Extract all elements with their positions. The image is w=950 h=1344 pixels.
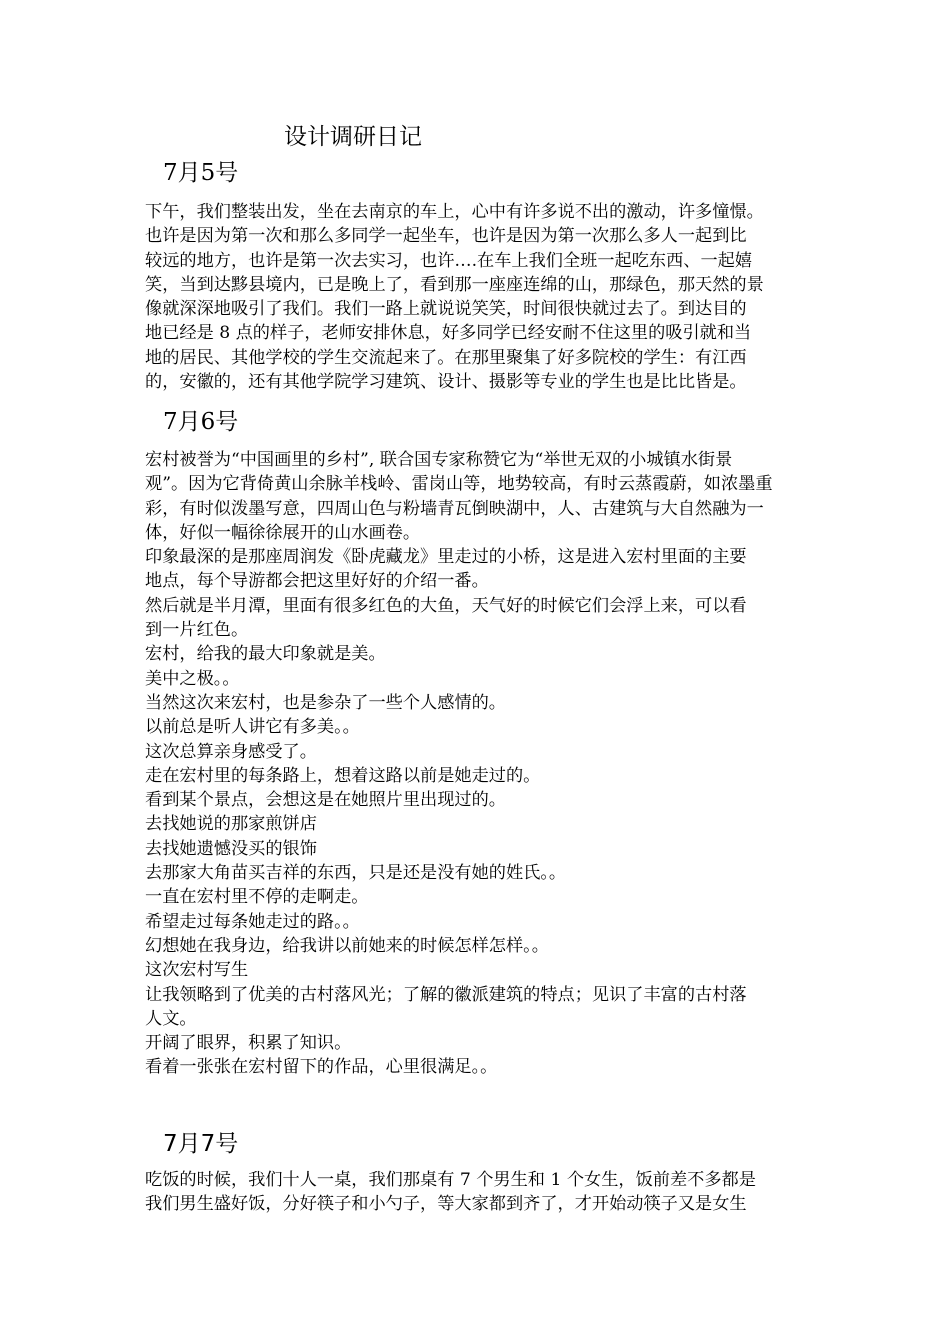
paragraph-line: 开阔了眼界，积累了知识。 <box>145 1033 352 1054</box>
paragraph-line: 的，安徽的，还有其他学院学习建筑、设计、摄影等专业的学生也是比比皆是。 <box>145 372 747 393</box>
paragraph-line: 宏村，给我的最大印象就是美。 <box>145 644 386 665</box>
paragraph-line: 这次宏村写生 <box>145 960 249 981</box>
paragraph-line: 较远的地方，也许是第一次去实习，也许….在车上我们全班一起吃东西、一起嬉 <box>145 250 753 271</box>
paragraph-line: 人文。 <box>145 1008 197 1029</box>
paragraph-line: 走在宏村里的每条路上，想着这路以前是她走过的。 <box>145 765 541 786</box>
paragraph-line: 彩，有时似泼墨写意，四周山色与粉墙青瓦倒映湖中，人、古建筑与大自然融为一 <box>145 498 764 519</box>
paragraph-line: 这次总算亲身感受了。 <box>145 741 317 762</box>
paragraph-line: 下午，我们整装出发，坐在去南京的车上，心中有许多说不出的激动，许多憧憬。 <box>145 202 764 222</box>
section-date-2: 7月7号 <box>163 1131 239 1157</box>
paragraph-line: 去找她说的那家煎饼店 <box>145 814 317 835</box>
paragraph-line: 体，好似一幅徐徐展开的山水画卷。 <box>145 522 421 543</box>
paragraph-line: 当然这次来宏村，也是参杂了一些个人感情的。 <box>145 692 506 713</box>
paragraph-line: 幻想她在我身边，给我讲以前她来的时候怎样怎样。。 <box>145 935 549 956</box>
section-body-0 <box>145 200 817 394</box>
paragraph-line: 地的居民、其他学校的学生交流起来了。在那里聚集了好多院校的学生：有江西 <box>145 347 747 368</box>
paragraph-line: 美中之极。。 <box>145 668 240 689</box>
paragraph-line: 看着一张张在宏村留下的作品，心里很满足。。 <box>145 1057 498 1078</box>
paragraph-line: 一直在宏村里不停的走啊走。 <box>145 887 369 908</box>
paragraph-line: 也许是因为第一次和那么多同学一起坐车，也许是因为第一次那么多人一起到比 <box>145 226 747 247</box>
paragraph-line: 地点，每个导游都会把这里好好的介绍一番。 <box>145 571 489 592</box>
paragraph-line: 看到某个景点，会想这是在她照片里出现过的。 <box>145 790 506 811</box>
section-body-1 <box>145 448 817 1080</box>
paragraph-line: 然后就是半月潭，里面有很多红色的大鱼，天气好的时候它们会浮上来，可以看 <box>145 595 747 616</box>
document-title: 设计调研日记 <box>284 124 422 150</box>
paragraph-line: 像就深深地吸引了我们。我们一路上就说说笑笑，时间很快就过去了。到达目的 <box>145 299 747 320</box>
paragraph-line: 笑，当到达黟县境内，已是晚上了，看到那一座座连绵的山，那绿色，那天然的景 <box>145 274 764 295</box>
section-date-0: 7月5号 <box>163 160 239 186</box>
paragraph-line: 到一片红色。 <box>145 620 249 641</box>
section-date-1: 7月6号 <box>163 409 239 435</box>
paragraph-line: 去那家大角苗买吉祥的东西，只是还是没有她的姓氏。。 <box>145 863 567 884</box>
paragraph-line: 地已经是 8 点的样子，老师安排休息，好多同学已经安耐不住这里的吸引就和当 <box>145 323 752 344</box>
paragraph-line: 以前总是听人讲它有多美。。 <box>145 717 360 738</box>
paragraph-line: 我们男生盛好饭，分好筷子和小勺子，等大家都到齐了，才开始动筷子又是女生 <box>145 1194 747 1215</box>
paragraph-line: 吃饭的时候，我们十人一桌，我们那桌有 7 个男生和 1 个女生，饭前差不多都是 <box>145 1170 756 1190</box>
section-body-2 <box>145 1168 817 1217</box>
paragraph-line: 让我领略到了优美的古村落风光；了解的徽派建筑的特点；见识了丰富的古村落 <box>145 984 747 1005</box>
paragraph-line: 去找她遗憾没买的银饰 <box>145 838 317 859</box>
paragraph-line: 印象最深的是那座周润发《卧虎藏龙》里走过的小桥，这是进入宏村里面的主要 <box>145 547 747 568</box>
paragraph-line: 观”。因为它背倚黄山余脉羊栈岭、雷岗山等，地势较高，有时云蒸霞蔚，如浓墨重 <box>145 474 773 495</box>
paragraph-line: 宏村被誉为“中国画里的乡村”, 联合国专家称赞它为“举世无双的小城镇水街景 <box>145 450 733 470</box>
paragraph-line: 希望走过每条她走过的路。。 <box>145 911 360 932</box>
